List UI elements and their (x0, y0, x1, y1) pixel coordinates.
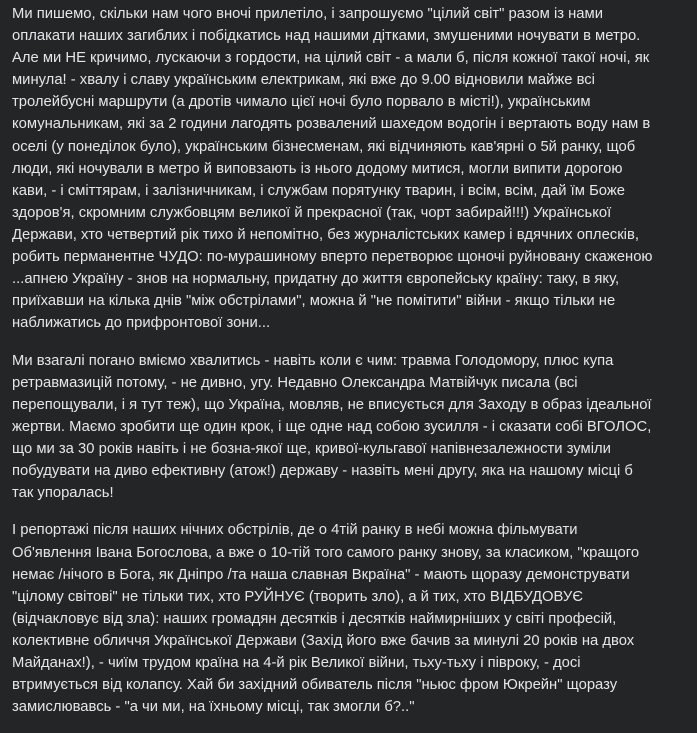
post-text-line: "цілому світові" не тільки тих, хто РУЙНУЄ (творить зло), а й тих, хто ВІДБУДОВУЄ (12, 588, 583, 605)
post-text-line: побудувати на диво ефективну (атож!) державу - назвіть мені другу, яка на нашому місці б (12, 463, 633, 480)
post-text-line: І репортажі після наших нічних обстрілів, де о 4тій ранку в небі можна фільмувати (12, 522, 578, 539)
post-paragraph (12, 3, 690, 334)
post-text-line: приїхавши на кілька днів "між обстрілами", можна й "не помітити" війни - якщо тільки не (12, 293, 616, 310)
post-text-line: тролейбусні маршрути (а дротів чимало цієї ночі було порвало в місті!), українським (12, 94, 591, 111)
post-text-line: перепощували, і я тут теж), що Україна, мовляв, не вписується для Заходу в образ ідеальної (12, 396, 652, 413)
post-body (12, 3, 690, 733)
post-paragraph (12, 350, 690, 505)
post-text-line: оплакати наших загиблих і побідкатись над нашими дітками, змушеними ночувати в метро. (12, 28, 641, 45)
post-text-line: Об'явлення Івана Богослова, а вже о 10-тій того самого ранку знову, за класиком, "кращого (12, 544, 640, 561)
post-text-line: здоров'я, скромним службовцям великої й прекрасної (так, чорт забирай!!!) Української (12, 204, 612, 221)
post-text-line: ...апнею Україну - знов на нормальну, придатну до життя європейську країну: таку, в яку, (12, 271, 620, 288)
post-text-line: Ми взагалі погано вміємо хвалитись - навіть коли є чим: травма Голодомору, плюс купа (12, 352, 614, 369)
post-text-line: оселі (у понеділок було), українським бізнесменам, які відчиняють кав'ярні о 5й ранку, щоб (12, 138, 636, 155)
post-text-line: минула! - хвалу і славу українським електрикам, які вже до 9.00 відновили майже всі (12, 72, 595, 89)
post-text-line: Ми пишемо, скільки нам чого вночі прилетіло, і запрошуємо "цілий світ" разом із нами (12, 6, 603, 22)
post-text-line: немає /нічого в Бога, як Дніпро /та наша славная Вкраїна" - мають щоразу демонструвати (12, 566, 630, 583)
post-text-line: Майданах!), - чиїм трудом країна на 4-й рік Великої війни, тьху-тьху і півроку, - досі (12, 655, 581, 671)
post-text-line: колективне обличчя Української Держави (Захід його вже бачив за минулі 20 років на двох (12, 632, 635, 649)
post-text-line: ретравмазицій потому, - не дивно, угу. Недавно Олександра Матвійчук писала (всі (12, 374, 578, 391)
post-text-line: Держави, хто четвертий рік тихо й непомітно, без журналістських камер і вдячних оплесків, (12, 226, 639, 243)
post-text-line: жертви. Маємо зробити ще один крок, і ще одне над собою зусилля - і сказати собі ВГОЛОС, (12, 418, 652, 435)
post-text-line: замислювавсь - "а чи ми, на їхньому місці, так змогли б?.." (12, 699, 415, 716)
post-paragraph (12, 519, 690, 718)
post-text-line: (відчакловує від зла): наших громадян десятків і десятків наймирніших у світі професій, (12, 610, 617, 627)
post-text-line: так упоралась! (12, 485, 114, 502)
post-text-line: комунальникам, які за 2 години лагодять розвалений шахедом водогін і вертають воду нам в (12, 116, 651, 133)
post-text-line: люди, які ночували в метро й виповзають із нього додому митися, могли випити дорогою (12, 160, 623, 177)
post-text-line: що ми за 30 років навіть і не бозна-якої ще, кривої-кульгавої напівнезалежности зуміли (12, 440, 611, 457)
post-text-line: втримується від колапсу. Хай би західний обиватель після "ньюс фром Юкрейн" щоразу (12, 677, 618, 694)
post-text-line: робить перманентне ЧУДО: по-мурашиному вперто перетворює щоночі руйновану скаженою (12, 249, 653, 266)
post-text-line: наближатись до прифронтової зони... (12, 315, 271, 332)
post-text-line: кави, - і сміттярам, і залізничникам, і службам порятунку тварин, і всім, всім, дай їм Боже (12, 182, 625, 199)
post-text-line: Але ми НЕ кричимо, лускаючи з гордости, на цілий світ - а мали б, після кожної такої ночі, як (12, 50, 650, 67)
